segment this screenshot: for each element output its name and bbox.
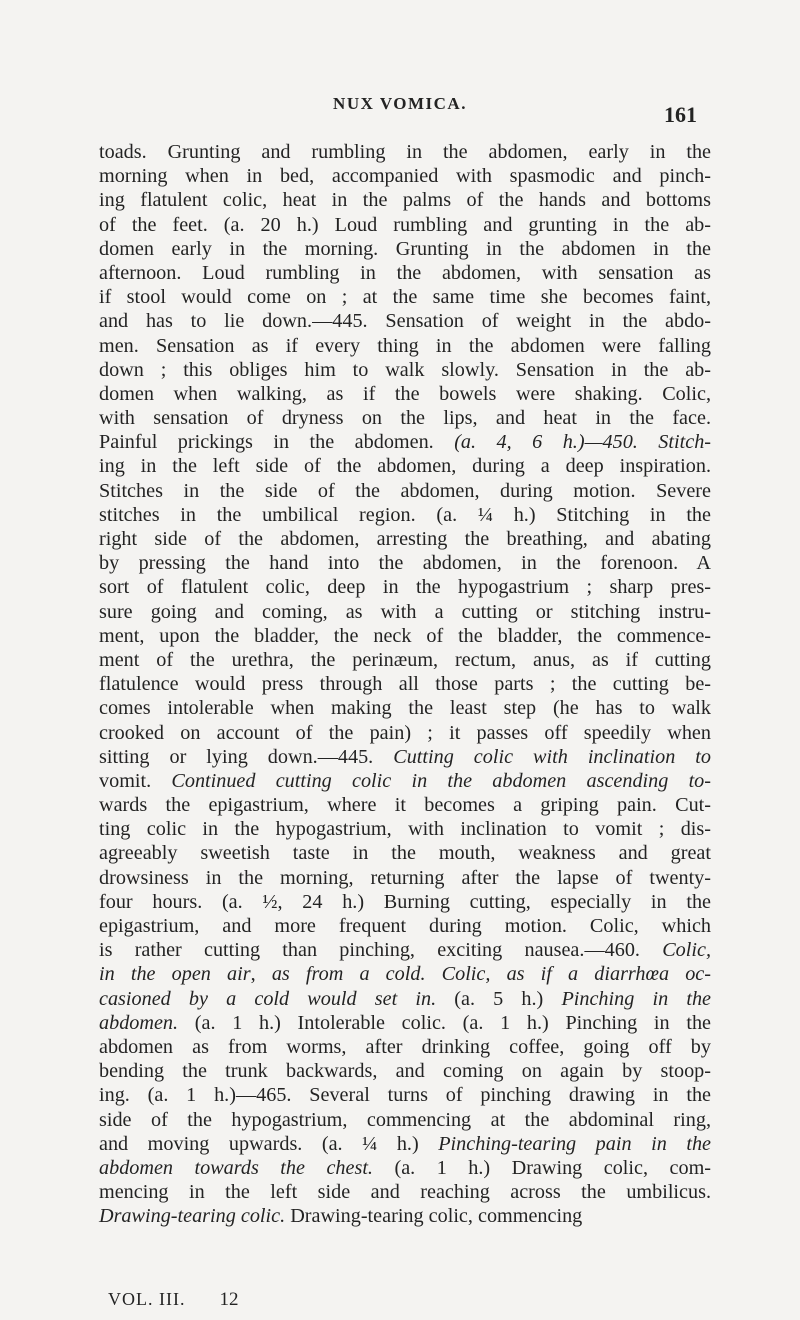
italic-heading: in the open air xyxy=(99,963,251,986)
italic-heading: Continued cutting colic in the abdomen ascending to- xyxy=(151,769,711,792)
text-line: afternoon. Loud rumbling in the abdomen, with sensation as xyxy=(99,261,711,284)
text-line: comes intolerable when making the least step (he has to walk xyxy=(99,697,711,720)
text-line xyxy=(99,962,711,986)
text-line: bending the trunk backwards, and coming on again by stoop- xyxy=(99,1060,711,1083)
italic-heading: Pinching-tearing pain in the xyxy=(438,1132,711,1155)
text-line xyxy=(99,430,711,454)
text-line: abdomen as from worms, after drinking coffee, going off by xyxy=(99,1035,711,1058)
text-line xyxy=(99,1204,711,1228)
text-line: stitches in the umbilical region. (a. ¼ h.) Stitching in the xyxy=(99,503,711,526)
text-run: is rather cutting than pinching, exciting nausea.—460. xyxy=(99,939,663,962)
text-run: Painful prickings in the abdomen. xyxy=(99,431,434,454)
text-run: (a. 5 h.) xyxy=(436,987,562,1010)
italic-heading: Pinching in the xyxy=(561,987,711,1010)
text-run: and moving upwards. (a. ¼ h.) xyxy=(99,1132,439,1155)
text-line: ment of the urethra, the perinæum, rectum, anus, as if cutting xyxy=(99,648,711,671)
italic-heading: Drawing-tearing colic. xyxy=(99,1205,286,1228)
text-line xyxy=(99,987,711,1011)
italic-heading: abdomen. xyxy=(99,1011,179,1034)
text-line: crooked on account of the pain) ; it passes off speedily when xyxy=(99,721,711,744)
text-line: domen early in the morning. Grunting in the abdomen in the xyxy=(99,237,711,260)
signature-mark: 12 xyxy=(219,1289,239,1310)
text-line xyxy=(99,938,711,962)
text-line xyxy=(99,1156,711,1180)
text-line: ment, upon the bladder, the neck of the bladder, the commence- xyxy=(99,624,711,647)
text-run: vomit. xyxy=(99,769,152,792)
text-line: ing in the left side of the abdomen, during a deep inspiration. xyxy=(99,455,711,478)
text-line: sort of flatulent colic, deep in the hypogastrium ; sharp pres- xyxy=(99,576,711,599)
volume-label: VOL. III. xyxy=(108,1289,186,1309)
text-run: Drawing-tearing colic, commencing xyxy=(285,1205,583,1228)
body-text xyxy=(99,140,711,1228)
page-number: 161 xyxy=(664,102,697,127)
text-line: ing. (a. 1 h.)—465. Several turns of pinching drawing in the xyxy=(99,1084,711,1107)
text-line: ing flatulent colic, heat in the palms of the hands and bottoms xyxy=(99,189,711,212)
text-line: mencing in the left side and reaching across the umbilicus. xyxy=(99,1181,711,1204)
italic-heading: Cutting colic with inclination to xyxy=(393,745,711,768)
text-line: down ; this obliges him to walk slowly. Sensation in the ab- xyxy=(99,358,711,381)
text-line: if stool would come on ; at the same time she becomes faint, xyxy=(99,286,711,309)
running-head xyxy=(0,94,800,127)
text-run: (a. 1 h.) Drawing colic, com- xyxy=(372,1156,711,1179)
text-line: domen when walking, as if the bowels were shaking. Colic, xyxy=(99,382,711,405)
text-line: and has to lie down.—445. Sensation of weight in the abdo- xyxy=(99,310,711,333)
page-footer xyxy=(108,1289,238,1313)
text-line: four hours. (a. ½, 24 h.) Burning cutting, especially in the xyxy=(99,890,711,913)
text-line: with sensation of dryness on the lips, and heat in the face. xyxy=(99,407,711,430)
text-line: flatulence would press through all those parts ; the cutting be- xyxy=(99,673,711,696)
text-line: sure going and coming, as with a cutting or stitching instru- xyxy=(99,600,711,623)
italic-heading: (a. 4, 6 h.)—450. Stitch- xyxy=(433,431,712,454)
text-line: by pressing the hand into the abdomen, in the forenoon. A xyxy=(99,552,711,575)
text-line: of the feet. (a. 20 h.) Loud rumbling and grunting in the ab- xyxy=(99,213,711,236)
text-run: sitting or lying down.—445. xyxy=(99,745,394,768)
text-line: ting colic in the hypogastrium, with inclination to vomit ; dis- xyxy=(99,818,711,841)
text-line: toads. Grunting and rumbling in the abdomen, early in the xyxy=(99,141,711,163)
text-line xyxy=(99,769,711,793)
italic-heading: as from a cold. Colic, as if a diarrhœa oc- xyxy=(271,963,711,986)
italic-heading: casioned by a cold would set in. xyxy=(99,987,437,1010)
text-line: wards the epigastrium, where it becomes a griping pain. Cut- xyxy=(99,794,711,817)
italic-heading: abdomen towards the chest. xyxy=(99,1156,373,1179)
text-line: drowsiness in the morning, returning after the lapse of twenty- xyxy=(99,866,711,889)
text-line: epigastrium, and more frequent during motion. Colic, which xyxy=(99,915,711,937)
text-line: right side of the abdomen, arresting the breathing, and abating xyxy=(99,528,711,550)
text-line: men. Sensation as if every thing in the abdomen were falling xyxy=(99,334,711,357)
text-line xyxy=(99,1132,711,1156)
text-line: side of the hypogastrium, commencing at the abdominal ring, xyxy=(99,1108,711,1131)
italic-heading: Colic, xyxy=(662,939,711,962)
text-line xyxy=(99,1011,711,1035)
text-line: morning when in bed, accompanied with spasmodic and pinch- xyxy=(99,165,711,188)
text-line xyxy=(99,745,711,769)
text-run: (a. 1 h.) Intolerable colic. (a. 1 h.) Pinching in the xyxy=(178,1011,711,1034)
text-line: agreeably sweetish taste in the mouth, weakness and great xyxy=(99,842,711,865)
text-line: Stitches in the side of the abdomen, during motion. Severe xyxy=(99,479,711,502)
running-title: NUX VOMICA. xyxy=(333,94,467,113)
text-run: , xyxy=(250,963,272,986)
